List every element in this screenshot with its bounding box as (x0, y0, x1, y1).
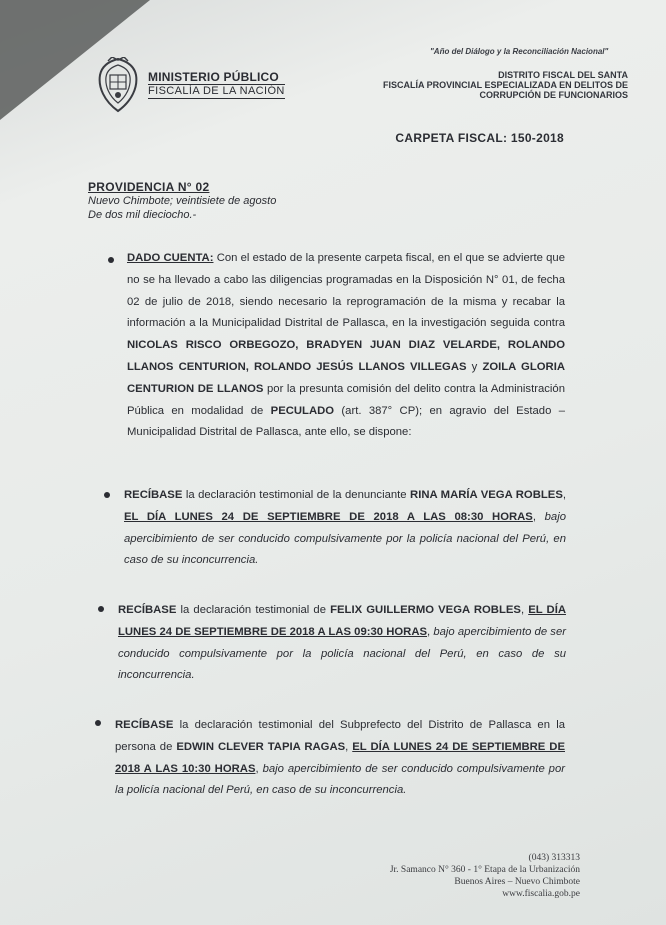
paragraph-lead: DADO CUENTA: (127, 252, 214, 264)
office-address: Jr. Samanco N° 360 - 1° Etapa de la Urbanización (389, 865, 580, 875)
providencia-date: De dos mil dieciocho.- (88, 209, 197, 221)
warning-text: bajo apercibimiento de ser conducido compulsivamente por la policía nacional del Perú, en caso de su inconcurrencia. (124, 510, 566, 567)
office-website: www.fiscalia.gob.pe (502, 889, 580, 899)
defendant-names: ZOILA GLORIA CENTURION DE LLANOS (127, 360, 565, 395)
paragraph-text: la declaración testimonial del Subprefecto del Distrito de Pallasca en la persona de (115, 719, 565, 753)
witness-name: FELIX GUILLERMO VEGA ROBLES (330, 604, 521, 616)
paragraph-text: , (345, 740, 353, 753)
warning-text: bajo apercibimiento de ser conducido compulsivamente por la policía nacional del Perú, en caso de su inconcurrencia. (118, 625, 566, 682)
bullet-point (98, 606, 104, 612)
warning-text: bajo apercibimiento de ser conducido compulsivamente por la policía nacional del Perú, en caso de su inconcurrencia. (115, 762, 565, 797)
bullet-point (104, 492, 110, 498)
paragraph-recibase-2 (118, 600, 566, 687)
district-header (383, 70, 628, 100)
district-line: DISTRITO FISCAL DEL SANTA (498, 70, 628, 80)
paragraph-text: Con el estado de la presente carpeta fiscal, en el que se advierte que no se ha llevado a cabo las diligencias programadas en la Disposición N° 01, de fecha 02 de julio de 2018, siendo necesario la reprogramación de la misma y recabar la información a la Municipalidad Distrital de Pallasca, en la investigación seguida contra (127, 252, 565, 330)
year-motto: "Año del Diálogo y la Reconciliación Nacional" (430, 47, 609, 56)
office-contact-footer (390, 852, 580, 900)
paragraph-text: y (466, 360, 483, 373)
case-file-number: CARPETA FISCAL: 150-2018 (395, 131, 564, 145)
district-line: FISCALÍA PROVINCIAL ESPECIALIZADA EN DELITOS DE (382, 80, 628, 90)
paragraph-text: , (427, 625, 434, 638)
paragraph-lead: RECÍBASE (118, 604, 177, 616)
providencia-title: PROVIDENCIA N° 02 (88, 180, 210, 194)
witness-name: EDWIN CLEVER TAPIA RAGAS (176, 740, 346, 753)
paragraph-text: , (520, 604, 529, 616)
district-line: CORRUPCIÓN DE FUNCIONARIOS (479, 90, 628, 100)
office-address: Buenos Aires – Nuevo Chimbote (454, 877, 580, 887)
paragraph-lead: RECÍBASE (124, 489, 183, 501)
paragraph-lead: RECÍBASE (115, 719, 174, 731)
paragraph-text: , (562, 489, 566, 501)
paragraph-text: la declaración testimonial de (176, 604, 331, 616)
bullet-point (95, 720, 101, 726)
defendant-names: NICOLAS RISCO ORBEGOZO, BRADYEN JUAN DIAZ VELARDE, ROLANDO LLANOS CENTURION, ROLANDO JESÚS LLANOS VILLEGAS (127, 339, 565, 373)
coat-of-arms-icon (96, 57, 140, 113)
paragraph-dado-cuenta (127, 248, 565, 444)
paragraph-text: la declaración testimonial de la denunciante (182, 489, 411, 501)
paragraph-text: , (532, 510, 545, 523)
providencia-date: Nuevo Chimbote; veintisiete de agosto (88, 195, 277, 207)
paragraph-recibase-1 (124, 485, 566, 572)
ministry-name: MINISTERIO PÚBLICO (148, 71, 285, 85)
office-phone: (043) 313313 (528, 853, 580, 863)
paragraph-text: (art. 387° CP); en agravio del Estado – Municipalidad Distrital de Pallasca, ante ello, se dispone: (127, 404, 565, 439)
crime-name: PECULADO (270, 404, 335, 417)
paragraph-text: por la presunta comisión del delito contra la Administración Pública en modalidad de (127, 382, 565, 417)
ministry-subtitle: FISCALÍA DE LA NACIÓN (148, 85, 285, 97)
hearing-date: EL DÍA LUNES 24 DE SEPTIEMBRE DE 2018 A LAS 08:30 HORAS (124, 510, 533, 523)
paragraph-recibase-3 (115, 715, 565, 802)
ministry-logo-text (148, 71, 285, 99)
bullet-point (108, 257, 114, 263)
paragraph-text: , (255, 762, 263, 775)
hearing-date: EL DÍA LUNES 24 DE SEPTIEMBRE DE 2018 A LAS 10:30 HORAS (115, 740, 565, 775)
witness-name: RINA MARÍA VEGA ROBLES (410, 489, 563, 501)
hearing-date: EL DÍA LUNES 24 DE SEPTIEMBRE DE 2018 A LAS 09:30 HORAS (118, 604, 567, 638)
providencia-heading (88, 180, 276, 222)
